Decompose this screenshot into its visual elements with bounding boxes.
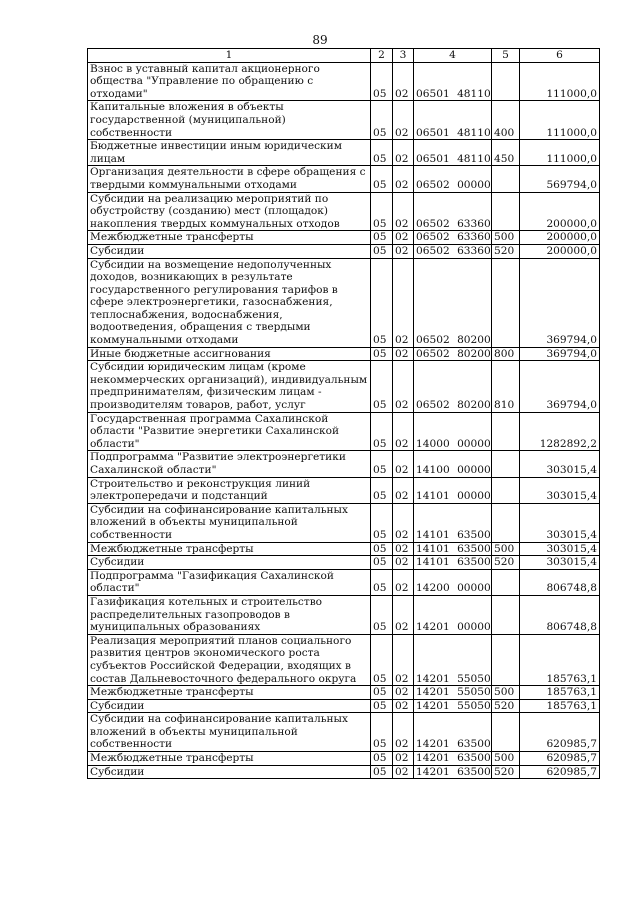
cell-target-article: 14101 63500 [414,556,492,570]
cell-subsection: 02 [393,62,414,101]
cell-target-article: 14201 63500 [414,765,492,779]
cell-expense-type [492,166,520,192]
table-row [88,258,600,347]
header-cell-amount: 6 [520,49,600,63]
header-cell-name: 1 [88,49,371,63]
cell-target-article: 14201 63500 [414,752,492,766]
cell-name: Субсидии на софинансирование капитальных вложений в объекты муниципальной собственности [88,503,371,542]
table-row [88,595,600,634]
cell-expense-type: 450 [492,140,520,166]
table-row [88,451,600,477]
cell-subsection: 02 [393,140,414,166]
cell-target-article: 06501 48110 [414,101,492,140]
cell-name: Межбюджетные трансферты [88,752,371,766]
cell-target-article: 14201 55050 [414,634,492,685]
cell-expense-type: 520 [492,556,520,570]
cell-subsection: 02 [393,686,414,700]
cell-name: Межбюджетные трансферты [88,686,371,700]
cell-amount: 569794,0 [520,166,600,192]
cell-section: 05 [371,166,393,192]
cell-amount: 303015,4 [520,451,600,477]
cell-amount: 1282892,2 [520,412,600,451]
cell-section: 05 [371,713,393,752]
cell-section: 05 [371,477,393,503]
table-row [88,752,600,766]
cell-subsection: 02 [393,192,414,231]
cell-name: Подпрограмма "Газификация Сахалинской области" [88,569,371,595]
cell-name: Капитальные вложения в объекты государственной (муниципальной) собственности [88,101,371,140]
cell-name: Субсидии [88,765,371,779]
page-number: 89 [312,33,328,47]
cell-target-article: 14101 63500 [414,542,492,556]
cell-expense-type: 500 [492,231,520,245]
cell-name: Субсидии юридическим лицам (кроме некоммерческих организаций), индивидуальным предпринимателям, физическим лицам - производителям товаров, работ, услуг [88,361,371,412]
cell-expense-type: 520 [492,244,520,258]
cell-target-article: 14100 00000 [414,451,492,477]
cell-amount: 620985,7 [520,752,600,766]
cell-section: 05 [371,634,393,685]
cell-target-article: 14201 55050 [414,686,492,700]
cell-expense-type: 500 [492,686,520,700]
cell-section: 05 [371,595,393,634]
cell-subsection: 02 [393,166,414,192]
cell-name: Межбюджетные трансферты [88,542,371,556]
cell-subsection: 02 [393,752,414,766]
cell-target-article: 14201 55050 [414,699,492,713]
table-row [88,140,600,166]
cell-amount: 111000,0 [520,140,600,166]
cell-expense-type: 520 [492,765,520,779]
cell-name: Иные бюджетные ассигнования [88,347,371,361]
cell-name: Реализация мероприятий планов социального развития центров экономического роста субъектов Российской Федерации, входящих в состав Дальневосточного федерального округа [88,634,371,685]
cell-subsection: 02 [393,713,414,752]
cell-expense-type [492,451,520,477]
cell-subsection: 02 [393,503,414,542]
cell-subsection: 02 [393,244,414,258]
cell-name: Организация деятельности в сфере обращения с твердыми коммунальными отходами [88,166,371,192]
header-cell-target-article: 4 [414,49,492,63]
cell-amount: 303015,4 [520,477,600,503]
cell-subsection: 02 [393,361,414,412]
cell-target-article: 06502 00000 [414,166,492,192]
cell-name: Строительство и реконструкция линий электропередачи и подстанций [88,477,371,503]
cell-section: 05 [371,451,393,477]
cell-target-article: 14101 63500 [414,503,492,542]
cell-target-article: 06501 48110 [414,140,492,166]
cell-expense-type [492,595,520,634]
cell-expense-type [492,477,520,503]
table-row [88,569,600,595]
cell-amount: 369794,0 [520,347,600,361]
cell-amount: 806748,8 [520,569,600,595]
header-cell-expense-type: 5 [492,49,520,63]
cell-amount: 303015,4 [520,556,600,570]
cell-section: 05 [371,699,393,713]
cell-name: Субсидии [88,699,371,713]
cell-subsection: 02 [393,634,414,685]
table-header-row [88,49,600,63]
cell-section: 05 [371,244,393,258]
table-row [88,713,600,752]
cell-amount: 369794,0 [520,361,600,412]
table-row [88,477,600,503]
cell-subsection: 02 [393,556,414,570]
cell-section: 05 [371,556,393,570]
cell-section: 05 [371,231,393,245]
table-row [88,347,600,361]
cell-amount: 200000,0 [520,244,600,258]
cell-subsection: 02 [393,451,414,477]
cell-expense-type [492,192,520,231]
cell-amount: 620985,7 [520,713,600,752]
cell-target-article: 06502 63360 [414,231,492,245]
cell-amount: 185763,1 [520,686,600,700]
cell-name: Субсидии [88,556,371,570]
cell-section: 05 [371,361,393,412]
cell-section: 05 [371,569,393,595]
cell-section: 05 [371,140,393,166]
cell-expense-type: 800 [492,347,520,361]
table-row [88,101,600,140]
table-row [88,699,600,713]
cell-amount: 111000,0 [520,101,600,140]
cell-target-article: 14201 63500 [414,713,492,752]
cell-section: 05 [371,347,393,361]
cell-subsection: 02 [393,569,414,595]
cell-amount: 369794,0 [520,258,600,347]
cell-subsection: 02 [393,412,414,451]
cell-amount: 111000,0 [520,62,600,101]
cell-target-article: 06502 80200 [414,347,492,361]
table-row [88,686,600,700]
cell-name: Межбюджетные трансферты [88,231,371,245]
cell-name: Субсидии на реализацию мероприятий по обустройству (созданию) мест (площадок) накопления твердых коммунальных отходов [88,192,371,231]
cell-section: 05 [371,752,393,766]
cell-expense-type [492,62,520,101]
cell-section: 05 [371,542,393,556]
cell-target-article: 06502 80200 [414,258,492,347]
cell-target-article: 14101 00000 [414,477,492,503]
cell-name: Государственная программа Сахалинской области "Развитие энергетики Сахалинской области" [88,412,371,451]
table-row [88,412,600,451]
cell-expense-type: 810 [492,361,520,412]
cell-subsection: 02 [393,765,414,779]
cell-target-article: 06502 63360 [414,192,492,231]
table-row [88,166,600,192]
cell-target-article: 06501 48110 [414,62,492,101]
cell-subsection: 02 [393,595,414,634]
cell-expense-type [492,634,520,685]
cell-subsection: 02 [393,258,414,347]
cell-name: Субсидии [88,244,371,258]
cell-expense-type [492,258,520,347]
budget-table [87,48,600,779]
cell-subsection: 02 [393,231,414,245]
cell-amount: 200000,0 [520,231,600,245]
cell-expense-type: 520 [492,699,520,713]
cell-amount: 185763,1 [520,699,600,713]
cell-section: 05 [371,503,393,542]
cell-section: 05 [371,258,393,347]
cell-section: 05 [371,765,393,779]
cell-section: 05 [371,62,393,101]
cell-section: 05 [371,101,393,140]
cell-expense-type: 400 [492,101,520,140]
table-row [88,503,600,542]
cell-target-article: 14000 00000 [414,412,492,451]
cell-subsection: 02 [393,101,414,140]
table-body [88,62,600,779]
cell-section: 05 [371,192,393,231]
table-row [88,244,600,258]
cell-expense-type: 500 [492,542,520,556]
cell-name: Субсидии на возмещение недополученных доходов, возникающих в результате государственного регулирования тарифов в сфере электроэнергетики, газоснабжения, теплоснабжения, водоснабжения, водоотведения, обращения с твердыми коммунальными отходами [88,258,371,347]
table-row [88,62,600,101]
header-cell-subsection: 3 [393,49,414,63]
cell-target-article: 14201 00000 [414,595,492,634]
cell-target-article: 14200 00000 [414,569,492,595]
cell-expense-type [492,569,520,595]
cell-name: Взнос в уставный капитал акционерного общества "Управление по обращению с отходами" [88,62,371,101]
cell-amount: 185763,1 [520,634,600,685]
cell-expense-type [492,713,520,752]
cell-amount: 303015,4 [520,542,600,556]
cell-expense-type: 500 [492,752,520,766]
cell-subsection: 02 [393,699,414,713]
cell-subsection: 02 [393,347,414,361]
table-row [88,192,600,231]
cell-section: 05 [371,686,393,700]
cell-amount: 620985,7 [520,765,600,779]
cell-name: Газификация котельных и строительство распределительных газопроводов в муниципальных образованиях [88,595,371,634]
cell-expense-type [492,503,520,542]
table-row [88,231,600,245]
cell-section: 05 [371,412,393,451]
cell-amount: 200000,0 [520,192,600,231]
cell-name: Подпрограмма "Развитие электроэнергетики Сахалинской области" [88,451,371,477]
table-row [88,765,600,779]
table-row [88,556,600,570]
cell-amount: 806748,8 [520,595,600,634]
cell-name: Субсидии на софинансирование капитальных вложений в объекты муниципальной собственности [88,713,371,752]
table-row [88,361,600,412]
cell-target-article: 06502 80200 [414,361,492,412]
cell-subsection: 02 [393,477,414,503]
cell-target-article: 06502 63360 [414,244,492,258]
table-row [88,634,600,685]
cell-name: Бюджетные инвестиции иным юридическим лицам [88,140,371,166]
cell-subsection: 02 [393,542,414,556]
cell-amount: 303015,4 [520,503,600,542]
table-row [88,542,600,556]
header-cell-section: 2 [371,49,393,63]
cell-expense-type [492,412,520,451]
